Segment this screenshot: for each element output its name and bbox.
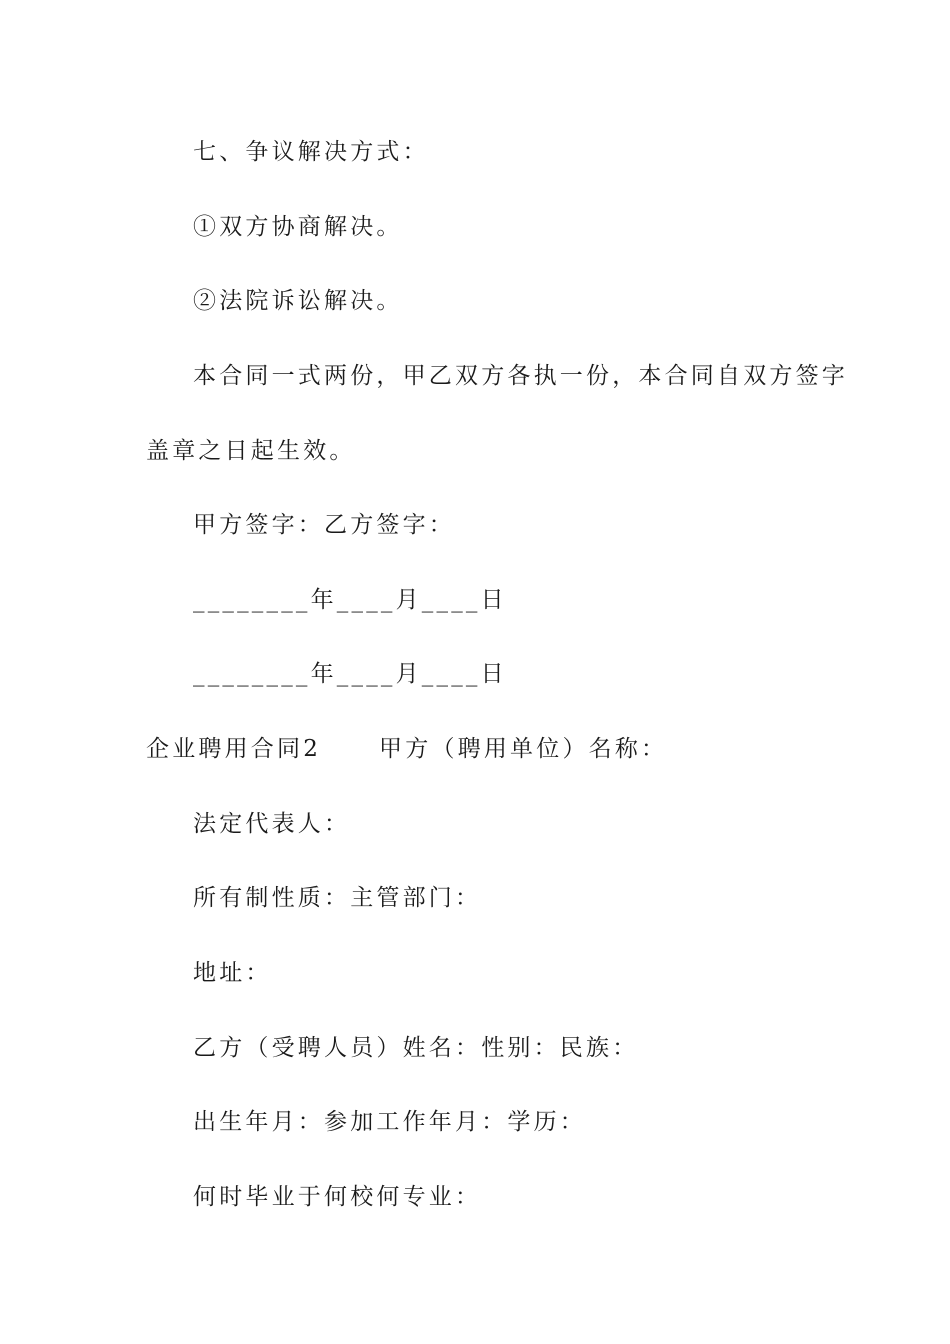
option-litigation: ②法院诉讼解决。	[193, 288, 403, 314]
birth-work-education-label: 出生年月：参加工作年月：学历：	[193, 1109, 586, 1135]
graduation-label: 何时毕业于何校何专业：	[193, 1184, 482, 1210]
party-a-name-label: 甲方（聘用单位）名称：	[379, 736, 668, 762]
party-b-info-label: 乙方（受聘人员）姓名：性别：民族：	[193, 1035, 639, 1061]
copies-clause-line-2: 盖章之日起生效。	[146, 438, 356, 464]
section-7-heading: 七、争议解决方式：	[193, 139, 429, 165]
address-label: 地址：	[193, 960, 272, 986]
contract-2-heading	[146, 734, 667, 764]
date-line-party-b: ________年____月____日	[193, 661, 507, 687]
date-line-party-a: ________年____月____日	[193, 587, 507, 613]
copies-clause-line-1: 本合同一式两份，甲乙双方各执一份，本合同自双方签字	[193, 363, 848, 389]
ownership-department-label: 所有制性质：主管部门：	[193, 885, 482, 911]
signature-line: 甲方签字：乙方签字：	[193, 512, 455, 538]
contract-2-title: 企业聘用合同2	[146, 736, 322, 762]
option-negotiation: ①双方协商解决。	[193, 214, 403, 240]
legal-representative-label: 法定代表人：	[193, 811, 351, 837]
